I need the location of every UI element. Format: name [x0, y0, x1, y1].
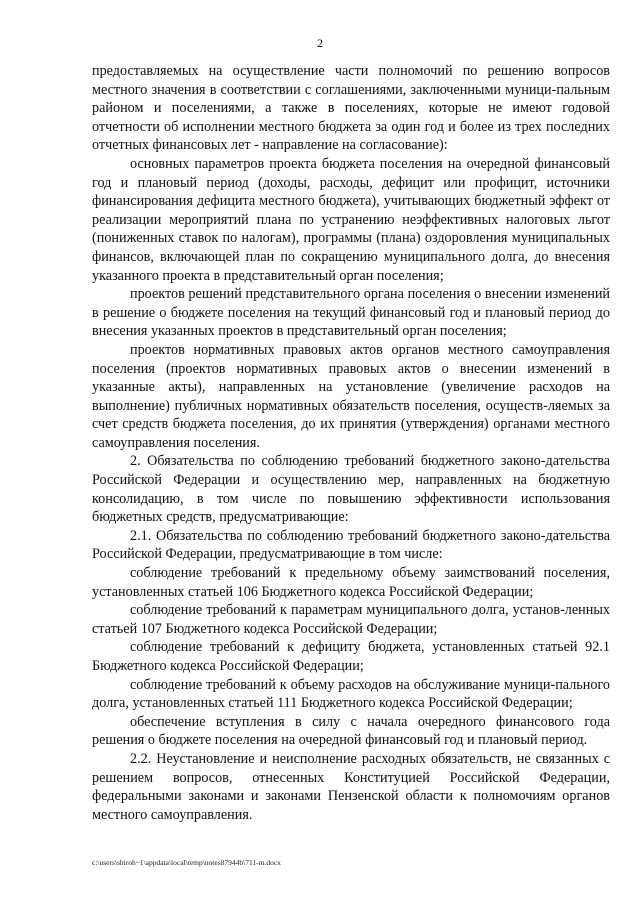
paragraph: соблюдение требований к предельному объему заимствований поселения, установленных статьей 106 Бюджетного кодекса Российской Федерации;	[92, 565, 610, 600]
body-text	[92, 62, 610, 824]
paragraph: соблюдение требований к дефициту бюджета, установленных статьей 92.1 Бюджетного кодекса Российской Федерации;	[92, 639, 610, 674]
paragraph: предоставляемых на осуществление части полномочий по решению вопросов местного значения в соответствии с соглашениями, заключенными муници-пальным районом и поселениями, а также в поселениях, которые не имеют годовой отчетности об исполнении местного бюджета за один год и более из трех последних отчетных финансовых лет - направление на согласование):	[92, 63, 610, 154]
paragraph: соблюдение требований к объему расходов на обслуживание муници-пального долга, установленных статьей 111 Бюджетного кодекса Российской Федерации;	[92, 676, 610, 712]
paragraph: соблюдение требований к параметрам муниципального долга, установ-ленных статьей 107 Бюджетного кодекса Российской Федерации;	[92, 602, 610, 637]
footer-file-path: c:\users\shiroh~1\appdata\local\temp\notes87944b\711-m.docx	[92, 858, 281, 867]
paragraph: 2.2. Неустановление и неисполнение расходных обязательств, не связанных с решением вопросов, отнесенных Конституцией Российской Федерации, федеральными законами и законами Пензенской области к полномочиям органов местного самоуправления.	[92, 750, 610, 823]
paragraph: 2.1. Обязательства по соблюдению требований бюджетного законо-дательства Российской Федерации, предусматривающие в том числе:	[92, 527, 610, 563]
paragraph: основных параметров проекта бюджета поселения на очередной финансовый год и плановый период (доходы, расходы, дефицит или профицит, источники финансирования дефицита местного бюджета), учитывающих бюджетный эффект от реализации мероприятий плана по устранению неэффективных налоговых льгот (пониженных ставок по налогам), программы (плана) оздоровления муниципальных финансов, включающей план по сокращению муниципального долга, до внесения указанного проекта в представительный орган поселения;	[92, 155, 610, 284]
paragraph: проектов нормативных правовых актов органов местного самоуправления поселения (проектов нормативных правовых актов о внесении изменений в указанные акты), направленных на установление (увеличение расходов на выполнение) публичных нормативных обязательств поселения, осуществ-ляемых за счет средств бюджета поселения, до их принятия (утверждения) органами местного самоуправления поселения.	[92, 341, 610, 451]
paragraph: 2. Обязательства по соблюдению требований бюджетного законо-дательства Российской Федерации и осуществлению мер, направленных на бюджетную консолидацию, в том числе по повышению эффективности использования бюджетных средств, предусматривающие:	[92, 453, 610, 526]
paragraph: обеспечение вступления в силу с начала очередного финансового года решения о бюджете поселения на очередной финансовый год и плановый период.	[92, 713, 610, 749]
page-number: 2	[317, 36, 323, 50]
paragraph: проектов решений представительного органа поселения о внесении изменений в решение о бюджете поселения на текущий финансовый год и плановый период до внесения указанных проектов в представительный орган поселения;	[92, 286, 610, 340]
